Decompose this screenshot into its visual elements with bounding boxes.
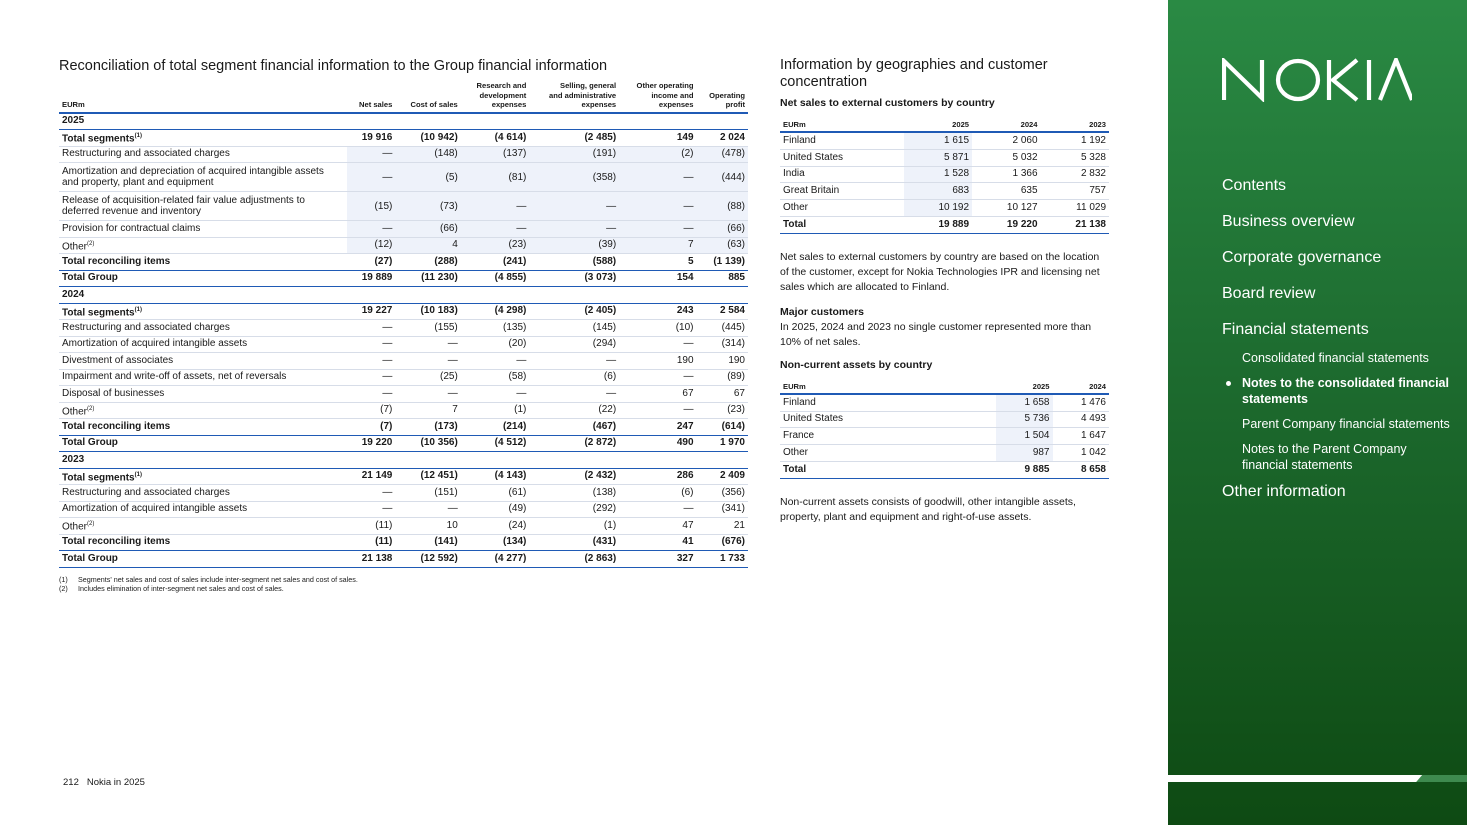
year-row: 2023 <box>59 452 748 469</box>
table-row: Amortization of acquired intangible assets — — (49) (292) — (341) <box>59 501 748 518</box>
col-header-rd: Research and development expenses <box>461 81 530 113</box>
table-row: Total 19 889 19 220 21 138 <box>780 216 1109 233</box>
table-row: Impairment and write-off of assets, net of reversals — (25) (58) (6) — (89) <box>59 369 748 386</box>
table-row: India 1 528 1 366 2 832 <box>780 166 1109 183</box>
table-row: Total segments$^{(1)}$ 19 227 (10 183) (4 298) (2 405) 243 2 584 <box>59 303 748 320</box>
table-header <box>59 81 748 113</box>
table-row: Other$^{(2)}$ (11) 10 (24) (1) 47 21 <box>59 518 748 535</box>
col-header-other-op: Other operating income and expenses <box>619 81 696 113</box>
footnotes <box>59 575 749 594</box>
col-header-sga: Selling, general and administrative expenses <box>529 81 619 113</box>
table-row: United States 5 871 5 032 5 328 <box>780 149 1109 166</box>
table-row: France 1 504 1 647 <box>780 428 1109 445</box>
nav-consolidated-financial-statements[interactable]: Consolidated financial statements <box>1242 351 1429 365</box>
nokia-logo[interactable] <box>1222 58 1412 107</box>
table-row: Disposal of businesses — — — — 67 67 <box>59 386 748 403</box>
nca-table <box>780 382 1109 479</box>
nca-note: Non-current assets consists of goodwill, other intangible assets, property, plant and equipment and right-of-use assets. <box>780 495 1076 523</box>
table-row: Other$^{(2)}$ (7) 7 (1) (22) — (23) <box>59 402 748 419</box>
nav-other-information[interactable]: Other information <box>1222 483 1346 500</box>
col-header-op-profit: Operating profit <box>697 81 748 113</box>
table-row: Other$^{(2)}$ (12) 4 (23) (39) 7 (63) <box>59 237 748 254</box>
nav-notes-consolidated[interactable]: Notes to the consolidated financial statements <box>1242 375 1452 407</box>
table-row: Total Group 19 220 (10 356) (4 512) (2 872) 490 1 970 <box>59 435 748 452</box>
sales-by-country-heading: Net sales to external customers by country <box>780 97 995 109</box>
geographies-title: Information by geographies and customer concentration <box>780 57 1048 90</box>
col-header-net-sales: Net sales <box>347 81 395 113</box>
nav-parent-company-statements[interactable]: Parent Company financial statements <box>1242 417 1450 431</box>
table-row: Great Britain 683 635 757 <box>780 183 1109 200</box>
sales-note: Net sales to external customers by country are based on the location of the customer, except for Nokia Technologies IPR and licensing net sales which are allocated to Finland. <box>780 250 1100 293</box>
nav-financial-statements[interactable]: Financial statements <box>1222 321 1369 338</box>
navigation <box>1222 176 1452 518</box>
table-row: Other 987 1 042 <box>780 445 1109 462</box>
footnote-2: (2) Includes elimination of inter-segment net sales and cost of sales. <box>59 584 284 593</box>
table-row: Restructuring and associated charges — (151) (61) (138) (6) (356) <box>59 485 748 502</box>
nav-contents[interactable]: Contents <box>1222 177 1287 194</box>
table-header: EURm 2025 2024 2023 <box>780 120 1109 132</box>
table-row: Divestment of associates — — — — 190 190 <box>59 353 748 370</box>
table-row: Total reconciling items (27) (288) (241) (588) 5 (1 139) <box>59 254 748 271</box>
nav-corporate-governance[interactable]: Corporate governance <box>1222 249 1382 266</box>
table-row: Total reconciling items (11) (141) (134) (431) 41 (676) <box>59 534 748 551</box>
table-row: Total segments$^{(1)}$ 21 149 (12 451) (4 143) (2 432) 286 2 409 <box>59 468 748 485</box>
nokia-logo-icon <box>1222 58 1412 102</box>
table-row: Other 10 192 10 127 11 029 <box>780 200 1109 217</box>
table-row: Provision for contractual claims — (66) — — — (66) <box>59 221 748 238</box>
col-header-cost-of-sales: Cost of sales <box>395 81 460 113</box>
reconciliation-section <box>59 57 749 594</box>
nav-business-overview[interactable]: Business overview <box>1222 213 1355 230</box>
table-row: Total segments$^{(1)}$ 19 916 (10 942) (4 614) (2 485) 149 2 024 <box>59 130 748 147</box>
reconciliation-table <box>59 81 748 568</box>
table-row: Amortization of acquired intangible assets — — (20) (294) — (314) <box>59 336 748 353</box>
table-row: Amortization and depreciation of acquired intangible assets and property, plant and equipment — (5) (81) (358) — (444) <box>59 163 748 192</box>
table-row: Finland 1 658 1 476 <box>780 394 1109 411</box>
table-row: Total Group 19 889 (11 230) (4 855) (3 073) 154 885 <box>59 270 748 287</box>
nca-heading: Non-current assets by country <box>780 358 933 371</box>
nav-notes-parent-company[interactable]: Notes to the Parent Company financial statements <box>1242 442 1407 472</box>
table-row: Total Group 21 138 (12 592) (4 277) (2 863) 327 1 733 <box>59 551 748 568</box>
year-row: 2025 <box>59 113 748 130</box>
page-number: 212 <box>63 777 79 788</box>
col-header-eurm: EURm <box>59 81 347 113</box>
document-name: Nokia in 2025 <box>86 777 145 788</box>
table-row: Restructuring and associated charges — (155) (135) (145) (10) (445) <box>59 320 748 337</box>
sidebar <box>1168 0 1467 825</box>
table-row: Total 9 885 8 658 <box>780 461 1109 478</box>
major-customers: Major customers In 2025, 2024 and 2023 no single customer represented more than 10% of net sales. <box>780 305 1092 348</box>
table-row: United States 5 736 4 493 <box>780 411 1109 428</box>
table-row: Total reconciling items (7) (173) (214) (467) 247 (614) <box>59 419 748 436</box>
nav-board-review[interactable]: Board review <box>1222 285 1316 302</box>
table-row: Finland 1 615 2 060 1 192 <box>780 132 1109 149</box>
table-row: Restructuring and associated charges — (148) (137) (191) (2) (478) <box>59 146 748 163</box>
sales-by-country-table <box>780 120 1109 234</box>
year-row: 2024 <box>59 287 748 304</box>
geographies-section <box>780 57 1110 525</box>
footnote-1: (1) Segments' net sales and cost of sales include inter-segment net sales and cost of sales. <box>59 574 358 584</box>
reconciliation-title: Reconciliation of total segment financial information to the Group financial information <box>59 58 608 74</box>
reading-progress-bar <box>1168 775 1467 782</box>
page-footer <box>63 777 153 788</box>
table-row: Release of acquisition-related fair value adjustments to deferred revenue and inventory (15) (73) — — — (88) <box>59 192 748 221</box>
progress-fill <box>1168 775 1422 782</box>
table-header: EURm 2025 2024 <box>780 382 1109 394</box>
